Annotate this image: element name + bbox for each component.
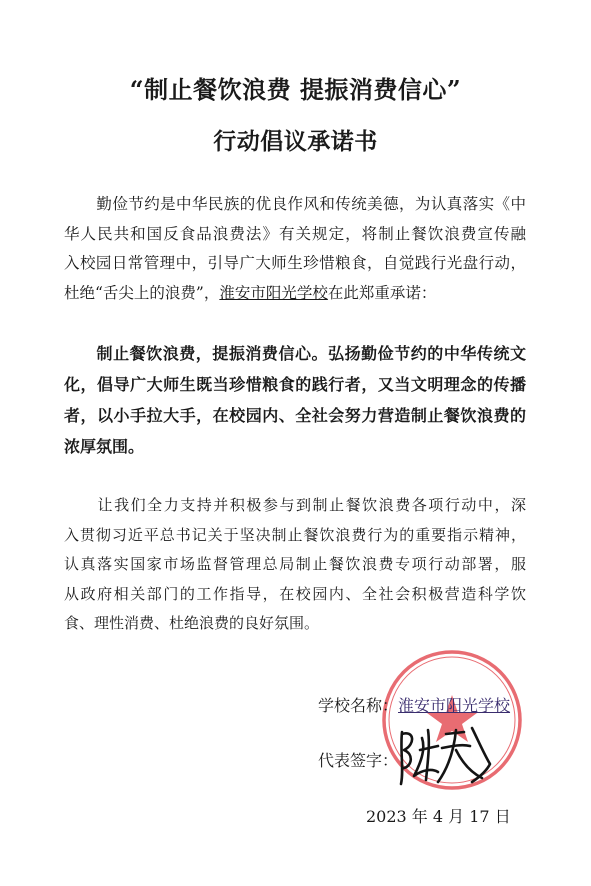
paragraph-3-line: 入贯彻习近平总书记关于坚决制止餐饮浪费行为的重要指示精神， <box>64 525 526 544</box>
school-name-label: 学校名称： <box>318 696 399 715</box>
paragraph-1-line: 华人民共和国反食品浪费法》有关规定，将制止餐饮浪费宣传融 <box>64 224 526 243</box>
school-name-row <box>318 693 510 716</box>
handwritten-signature <box>392 720 497 788</box>
school-name-value: 淮安市阳光学校 <box>398 696 511 715</box>
document-title-line2: 行动倡议承诺书 <box>213 128 378 155</box>
paragraph-2-line: 化，倡导广大师生既当珍惜粮食的践行者，又当文明理念的传播 <box>64 375 526 394</box>
paragraph-1-line: 杜绝“舌尖上的浪费”，淮安市阳光学校在此郑重承诺： <box>64 283 437 302</box>
paragraph-3-line: 让我们全力支持并积极参与到制止餐饮浪费各项行动中，深 <box>96 496 526 514</box>
document-date: 2023 年 4 月 17 日 <box>366 807 511 826</box>
paragraph-2-line: 制止餐饮浪费，提振消费信心。弘扬勤俭节约的中华传统文 <box>96 344 526 363</box>
paragraph-1-line: 勤俭节约是中华民族的优良作风和传统美德，为认真落实《中 <box>96 195 526 213</box>
paragraph-3 <box>64 491 526 639</box>
school-name-underlined: 淮安市阳光学校 <box>219 283 328 302</box>
paragraph-3-line: 从政府相关部门的工作指导，在校园内、全社会积极营造科学饮 <box>64 584 526 603</box>
paragraph-2 <box>64 338 526 462</box>
document-title-line1: “制止餐饮浪费 提振消费信心” <box>129 75 462 104</box>
paragraph-3-line: 认真落实国家市场监督管理总局制止餐饮浪费专项行动部署，服 <box>64 555 526 573</box>
representative-signature-row <box>318 748 398 771</box>
representative-signature-label: 代表签字： <box>318 751 399 770</box>
paragraph-1-line: 入校园日常管理中，引导广大师生珍惜粮食，自觉践行光盘行动， <box>64 254 526 272</box>
paragraph-1 <box>64 190 526 308</box>
paragraph-2-line: 者，以小手拉大手，在校园内、全社会努力营造制止餐饮浪费的 <box>64 406 526 425</box>
paragraph-3-line: 食、理性消费、杜绝浪费的良好氛围。 <box>64 614 320 632</box>
paragraph-2-line: 浓厚氛围。 <box>64 437 145 456</box>
